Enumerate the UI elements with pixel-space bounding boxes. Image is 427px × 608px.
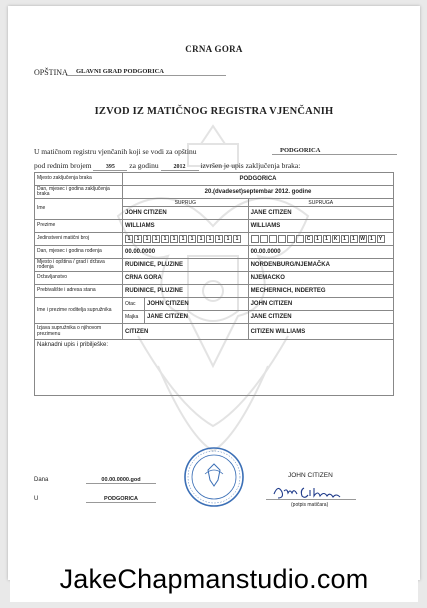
husband-birthdate: 00.00.0000 [123,246,249,259]
jmbg-digit-box: 1 [170,235,178,243]
table-row [35,285,394,298]
wife-birthplace: NORDENBURG/NJEMAČKA [248,259,393,272]
husband-surname: WILLIAMS [123,220,249,233]
issue-place-label: U [34,496,39,502]
table-row [35,324,394,340]
jmbg-digit-box: 1 [197,235,205,243]
residence-label: Prebivalište i adresa stana [35,285,123,298]
jmbg-digit-box: 1 [179,235,187,243]
issue-place-value: PODGORICA [86,496,156,503]
table-row [35,246,394,259]
intro-line-1 [34,147,321,156]
table-row [35,186,394,199]
marriage-register-table [34,172,394,396]
jmbg-digit-box: 1 [215,235,223,243]
place-of-marriage-label: Mjesto zaključenja braka [35,173,123,186]
jmbg-digit-box: 1 [125,235,133,243]
jmbg-digit-box [269,235,277,243]
wife-father: JOHN CITIZEN [248,298,393,311]
mother-label: Majka [123,311,145,324]
table-row [35,259,394,272]
husband-name: JOHN CITIZEN [123,207,249,220]
father-label: Otac [123,298,145,311]
intro-line-2 [34,161,300,171]
name-label: Ime [35,199,123,220]
husband-father: JOHN CITIZEN [145,298,249,311]
country-heading: CRNA GORA [185,44,243,54]
register-number: 395 [93,164,127,171]
register-year: 2012 [161,164,199,171]
date-of-marriage-value: 20.(dvadeset)septembar 2012. godine [123,186,394,199]
table-row [35,272,394,285]
birthdate-label: Dan, mjesec i godina rođenja [35,246,123,259]
intro-mid: za godinu [129,161,159,170]
issue-place-row [34,496,138,502]
birthplace-label: Mjesto i opština / grad i država rođenja [35,259,123,272]
document-title: IZVOD IZ MATIČNOG REGISTRA VJENČANIH [94,106,334,117]
municipality-row [34,68,164,77]
jmbg-digit-box: 1 [143,235,151,243]
issue-date-row [34,477,141,483]
jmbg-label: Jedinstveni matični broj [35,233,123,246]
wife-jmbg-boxes [251,235,391,243]
jmbg-digit-box: K [332,235,340,243]
wife-chosen-surname: CITIZEN WILLIAMS [248,324,393,340]
registry-place: PODGORICA [272,147,397,155]
date-of-marriage-label: Dan, mjesec i godina zaključenja braka [35,186,123,199]
jmbg-digit-box [296,235,304,243]
jmbg-digit-box: 1 [341,235,349,243]
wife-citizenship: NJEMACKO [248,272,393,285]
table-row [35,340,394,396]
citizenship-label: Državljanstvo [35,272,123,285]
jmbg-digit-box: 1 [206,235,214,243]
husband-citizenship: CRNA GORA [123,272,249,285]
signature-line [266,499,356,500]
jmbg-digit-box: 1 [152,235,160,243]
jmbg-digit-box: C [305,235,313,243]
wife-birthdate: 00.00.0000 [248,246,393,259]
wife-jmbg [248,233,393,246]
jmbg-digit-box: W [360,236,365,242]
jmbg-digit-box: 1 [134,235,142,243]
table-row [35,199,394,207]
jmbg-digit-box [287,235,295,243]
husband-chosen-surname: CITIZEN [123,324,249,340]
husband-header: SUPRUG [123,199,249,207]
issue-date-label: Dana [34,477,49,483]
official-stamp-seal [183,446,245,508]
intro-line-1-text: U matičnom registru vjenčanih koji se vodi za opštinu [34,147,197,156]
wife-name: JANE CITIZEN [248,207,393,220]
husband-residence: RUDINICE, PLUZINE [123,285,249,298]
table-row [35,298,394,311]
jmbg-digit-box [251,235,259,243]
jmbg-digit-box: 1 [188,235,196,243]
husband-jmbg-boxes [125,235,246,243]
issue-date-value: 00.00.0000.god [86,477,156,484]
certificate-page [8,6,420,580]
jmbg-digit-box: 1 [350,235,358,243]
jmbg-digit-box: 1 [233,235,241,243]
intro-prefix: pod rednim brojem [34,161,92,170]
wife-header: SUPRUGA [248,199,393,207]
intro-suffix: izvršen je upis zaključenja braka: [200,161,301,170]
notes-label: Naknadni upis i pribilješke: [37,342,109,348]
wife-surname: WILLIAMS [248,220,393,233]
surname-label: Prezime [35,220,123,233]
wife-mother: JANE CITIZEN [248,311,393,324]
chosen-surname-label: Izjava supružnika o njihovom prezimenu [35,324,123,340]
table-row [35,173,394,186]
husband-mother: JANE CITIZEN [145,311,249,324]
wife-residence: MECHERNICH, INDERTEG [248,285,393,298]
jmbg-digit-box [278,235,286,243]
jmbg-digit-box: Y [377,235,385,243]
table-row [35,233,394,246]
jmbg-digit-box: 1 [224,235,232,243]
jmbg-digit-box: 1 [161,235,169,243]
handwritten-signature [270,482,360,500]
signatory-name: JOHN CITIZEN [288,472,333,479]
table-row [35,220,394,233]
jmbg-digit-box: 1 [314,235,322,243]
husband-birthplace: RUDINICE, PLUZINE [123,259,249,272]
parents-label: Ime i prezime roditelja supružnika [35,298,123,324]
husband-jmbg [123,233,249,246]
municipality-value: GLAVNI GRAD PODGORICA [66,68,226,76]
watermark-text: JakeChapmanstudio.com [10,556,418,602]
place-of-marriage-value: PODGORICA [123,173,394,186]
jmbg-digit-box: 1 [368,235,376,243]
municipality-label: OPŠTINA [34,68,68,77]
jmbg-digit-box [260,235,268,243]
signatory-role: (potpis matičara) [291,502,329,508]
notes-cell [35,340,394,396]
jmbg-digit-box: 1 [323,235,331,243]
